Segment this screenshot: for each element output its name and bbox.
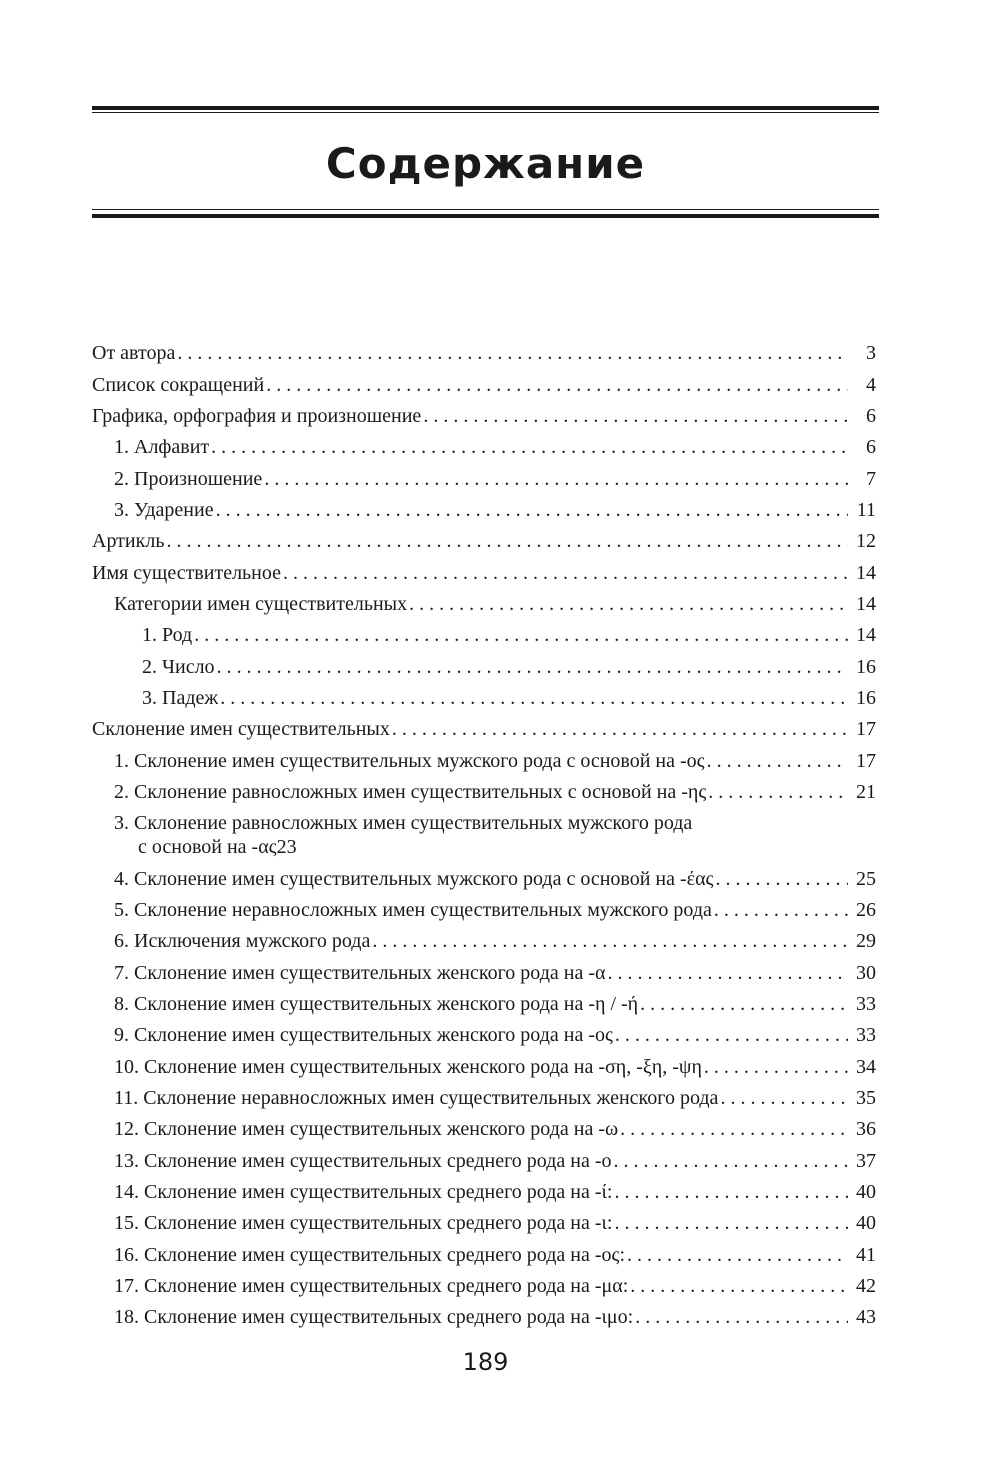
toc-entry-page: 4 <box>866 373 876 396</box>
dot-leader <box>704 1055 848 1079</box>
toc-entry-label: Категории имен существительных <box>114 593 408 616</box>
toc-entry[interactable] <box>92 985 876 1016</box>
toc-entry[interactable] <box>92 1141 876 1172</box>
toc-entry-page: 14 <box>856 624 876 647</box>
dot-leader <box>614 1211 848 1235</box>
toc-entry-page: 23 <box>276 836 297 859</box>
toc-entry[interactable] <box>92 1079 876 1110</box>
dot-leader <box>166 529 848 553</box>
toc-entry[interactable] <box>92 1173 876 1204</box>
toc-entry[interactable] <box>92 1016 876 1047</box>
toc-entry[interactable] <box>92 1047 876 1078</box>
toc-entry-label: 3. Склонение равносложных имен существительных мужского рода <box>114 812 693 835</box>
top-rule-thin <box>92 112 879 113</box>
toc-entry-label: 7. Склонение имен существительных женского рода на -α <box>114 961 606 984</box>
toc-entry-page: 41 <box>856 1243 876 1266</box>
toc-entry-page: 34 <box>856 1055 876 1078</box>
toc-entry-label-continued: с основой на -ας <box>138 836 277 859</box>
toc-entry[interactable] <box>92 859 876 890</box>
toc-entry-page: 37 <box>856 1149 876 1172</box>
dot-leader <box>211 435 848 459</box>
toc-entry-label: Склонение имен существительных <box>92 718 390 741</box>
toc-entry-page: 35 <box>856 1086 876 1109</box>
toc-entry-label: 1. Род <box>142 624 193 647</box>
dot-leader <box>409 592 848 616</box>
bottom-rule-thick <box>92 214 879 218</box>
toc-entry-page: 42 <box>856 1274 876 1297</box>
dot-leader <box>423 404 848 428</box>
toc-entry-page: 7 <box>866 467 876 490</box>
toc-entry[interactable] <box>92 334 876 365</box>
dot-leader <box>627 1243 848 1267</box>
dot-leader <box>220 686 848 710</box>
toc-entry-page: 17 <box>856 749 876 772</box>
toc-entry[interactable] <box>92 522 876 553</box>
dot-leader <box>266 373 848 397</box>
dot-leader <box>635 1305 848 1329</box>
toc-entry[interactable] <box>92 491 876 522</box>
dot-leader <box>392 717 848 741</box>
toc-entry-page: 33 <box>856 1024 876 1047</box>
toc-entry-page: 40 <box>856 1180 876 1203</box>
toc-entry[interactable] <box>92 397 876 428</box>
toc-entry-page: 11 <box>856 499 876 522</box>
toc-entry[interactable] <box>92 679 876 710</box>
toc-entry[interactable] <box>92 804 876 859</box>
toc-entry-page: 21 <box>856 781 876 804</box>
toc-entry-label: 3. Падеж <box>142 687 219 710</box>
toc-entry-label: От автора <box>92 342 176 365</box>
toc-entry-page: 14 <box>856 593 876 616</box>
dot-leader <box>607 961 848 985</box>
toc-entry-label: Графика, орфография и произношение <box>92 405 422 428</box>
toc-entry-page: 17 <box>856 718 876 741</box>
page-title: Содержание <box>325 139 646 188</box>
toc-entry-label: 9. Склонение имен существительных женского рода на -ος <box>114 1024 613 1047</box>
toc-entry-label: 13. Склонение имен существительных среднего рода на -ο <box>114 1149 612 1172</box>
toc-entry-page: 29 <box>856 930 876 953</box>
dot-leader <box>372 929 848 953</box>
table-of-contents <box>92 334 876 1329</box>
toc-entry-page: 43 <box>856 1306 876 1329</box>
dot-leader <box>216 498 848 522</box>
toc-entry-label: Артикль <box>92 530 165 553</box>
dot-leader <box>620 1117 848 1141</box>
dot-leader <box>614 1180 848 1204</box>
dot-leader <box>720 1086 848 1110</box>
toc-entry-page: 16 <box>856 687 876 710</box>
toc-entry[interactable] <box>92 1204 876 1235</box>
dot-leader <box>615 1023 848 1047</box>
toc-entry-label: Имя существительное <box>92 561 281 584</box>
toc-entry-label: 4. Склонение имен существительных мужского рода с основой на -έας <box>114 867 714 890</box>
toc-entry[interactable] <box>92 365 876 396</box>
toc-entry-page: 16 <box>856 655 876 678</box>
toc-entry-label: 17. Склонение имен существительных среднего рода на -μα: <box>114 1274 629 1297</box>
toc-entry[interactable] <box>92 647 876 678</box>
toc-entry[interactable] <box>92 428 876 459</box>
toc-entry[interactable] <box>92 891 876 922</box>
dot-leader <box>264 467 848 491</box>
toc-entry-label: 11. Склонение неравносложных имен существительных женского рода <box>114 1086 719 1109</box>
dot-leader <box>715 867 848 891</box>
toc-entry[interactable] <box>92 1298 876 1329</box>
dot-leader <box>630 1274 848 1298</box>
toc-entry[interactable] <box>92 585 876 616</box>
toc-entry-page: 30 <box>856 961 876 984</box>
toc-entry-page: 25 <box>856 867 876 890</box>
dot-leader <box>217 655 848 679</box>
toc-entry[interactable] <box>92 1267 876 1298</box>
toc-entry[interactable] <box>92 741 876 772</box>
toc-entry-label: 8. Склонение имен существительных женского рода на -η / -ή <box>114 992 639 1015</box>
top-rule-thick <box>92 106 879 110</box>
toc-entry[interactable] <box>92 1110 876 1141</box>
toc-entry-label: 2. Склонение равносложных имен существительных с основой на -ης <box>114 781 707 804</box>
toc-entry-page: 12 <box>856 530 876 553</box>
toc-entry-label: 16. Склонение имен существительных среднего рода на -ος: <box>114 1243 625 1266</box>
dot-leader <box>283 561 848 585</box>
toc-entry[interactable] <box>92 773 876 804</box>
toc-entry-label: 1. Алфавит <box>114 436 210 459</box>
toc-entry[interactable] <box>92 710 876 741</box>
toc-entry-label: 3. Ударение <box>114 499 214 522</box>
toc-entry[interactable] <box>92 922 876 953</box>
toc-entry[interactable] <box>92 1235 876 1266</box>
toc-entry-page: 40 <box>856 1212 876 1235</box>
toc-entry[interactable] <box>92 459 876 490</box>
page-number: 189 <box>462 1348 509 1376</box>
toc-entry-label: 2. Произношение <box>114 467 263 490</box>
toc-entry-label: 5. Склонение неравносложных имен существительных мужского рода <box>114 898 712 921</box>
toc-entry-page: 33 <box>856 992 876 1015</box>
toc-entry-page: 14 <box>856 561 876 584</box>
toc-entry-page: 26 <box>856 898 876 921</box>
dot-leader <box>707 749 848 773</box>
toc-entry-label: 14. Склонение имен существительных среднего рода на -ί: <box>114 1180 613 1203</box>
toc-entry-label: 12. Склонение имен существительных женского рода на -ω <box>114 1118 619 1141</box>
toc-entry-label: 1. Склонение имен существительных мужского рода с основой на -ος <box>114 749 705 772</box>
toc-entry[interactable] <box>92 953 876 984</box>
toc-entry-label: 15. Склонение имен существительных среднего рода на -ι: <box>114 1212 613 1235</box>
toc-entry[interactable] <box>92 553 876 584</box>
dot-leader <box>194 623 848 647</box>
toc-entry-page: 3 <box>866 342 876 365</box>
toc-entry[interactable] <box>92 616 876 647</box>
dot-leader <box>708 780 848 804</box>
dot-leader <box>177 341 848 365</box>
dot-leader <box>614 1149 848 1173</box>
toc-entry-label: 18. Склонение имен существительных среднего рода на -ιμο: <box>114 1306 634 1329</box>
toc-entry-label: 6. Исключения мужского рода <box>114 930 371 953</box>
toc-entry-label: Список сокращений <box>92 373 265 396</box>
toc-entry-label: 2. Число <box>142 655 215 678</box>
toc-entry-page: 36 <box>856 1118 876 1141</box>
dot-leader <box>714 898 848 922</box>
toc-entry-page: 6 <box>866 405 876 428</box>
toc-entry-page: 6 <box>866 436 876 459</box>
bottom-rule-thin <box>92 209 879 210</box>
toc-entry-label: 10. Склонение имен существительных женского рода на -ση, -ξη, -ψη <box>114 1055 702 1078</box>
dot-leader <box>640 992 848 1016</box>
